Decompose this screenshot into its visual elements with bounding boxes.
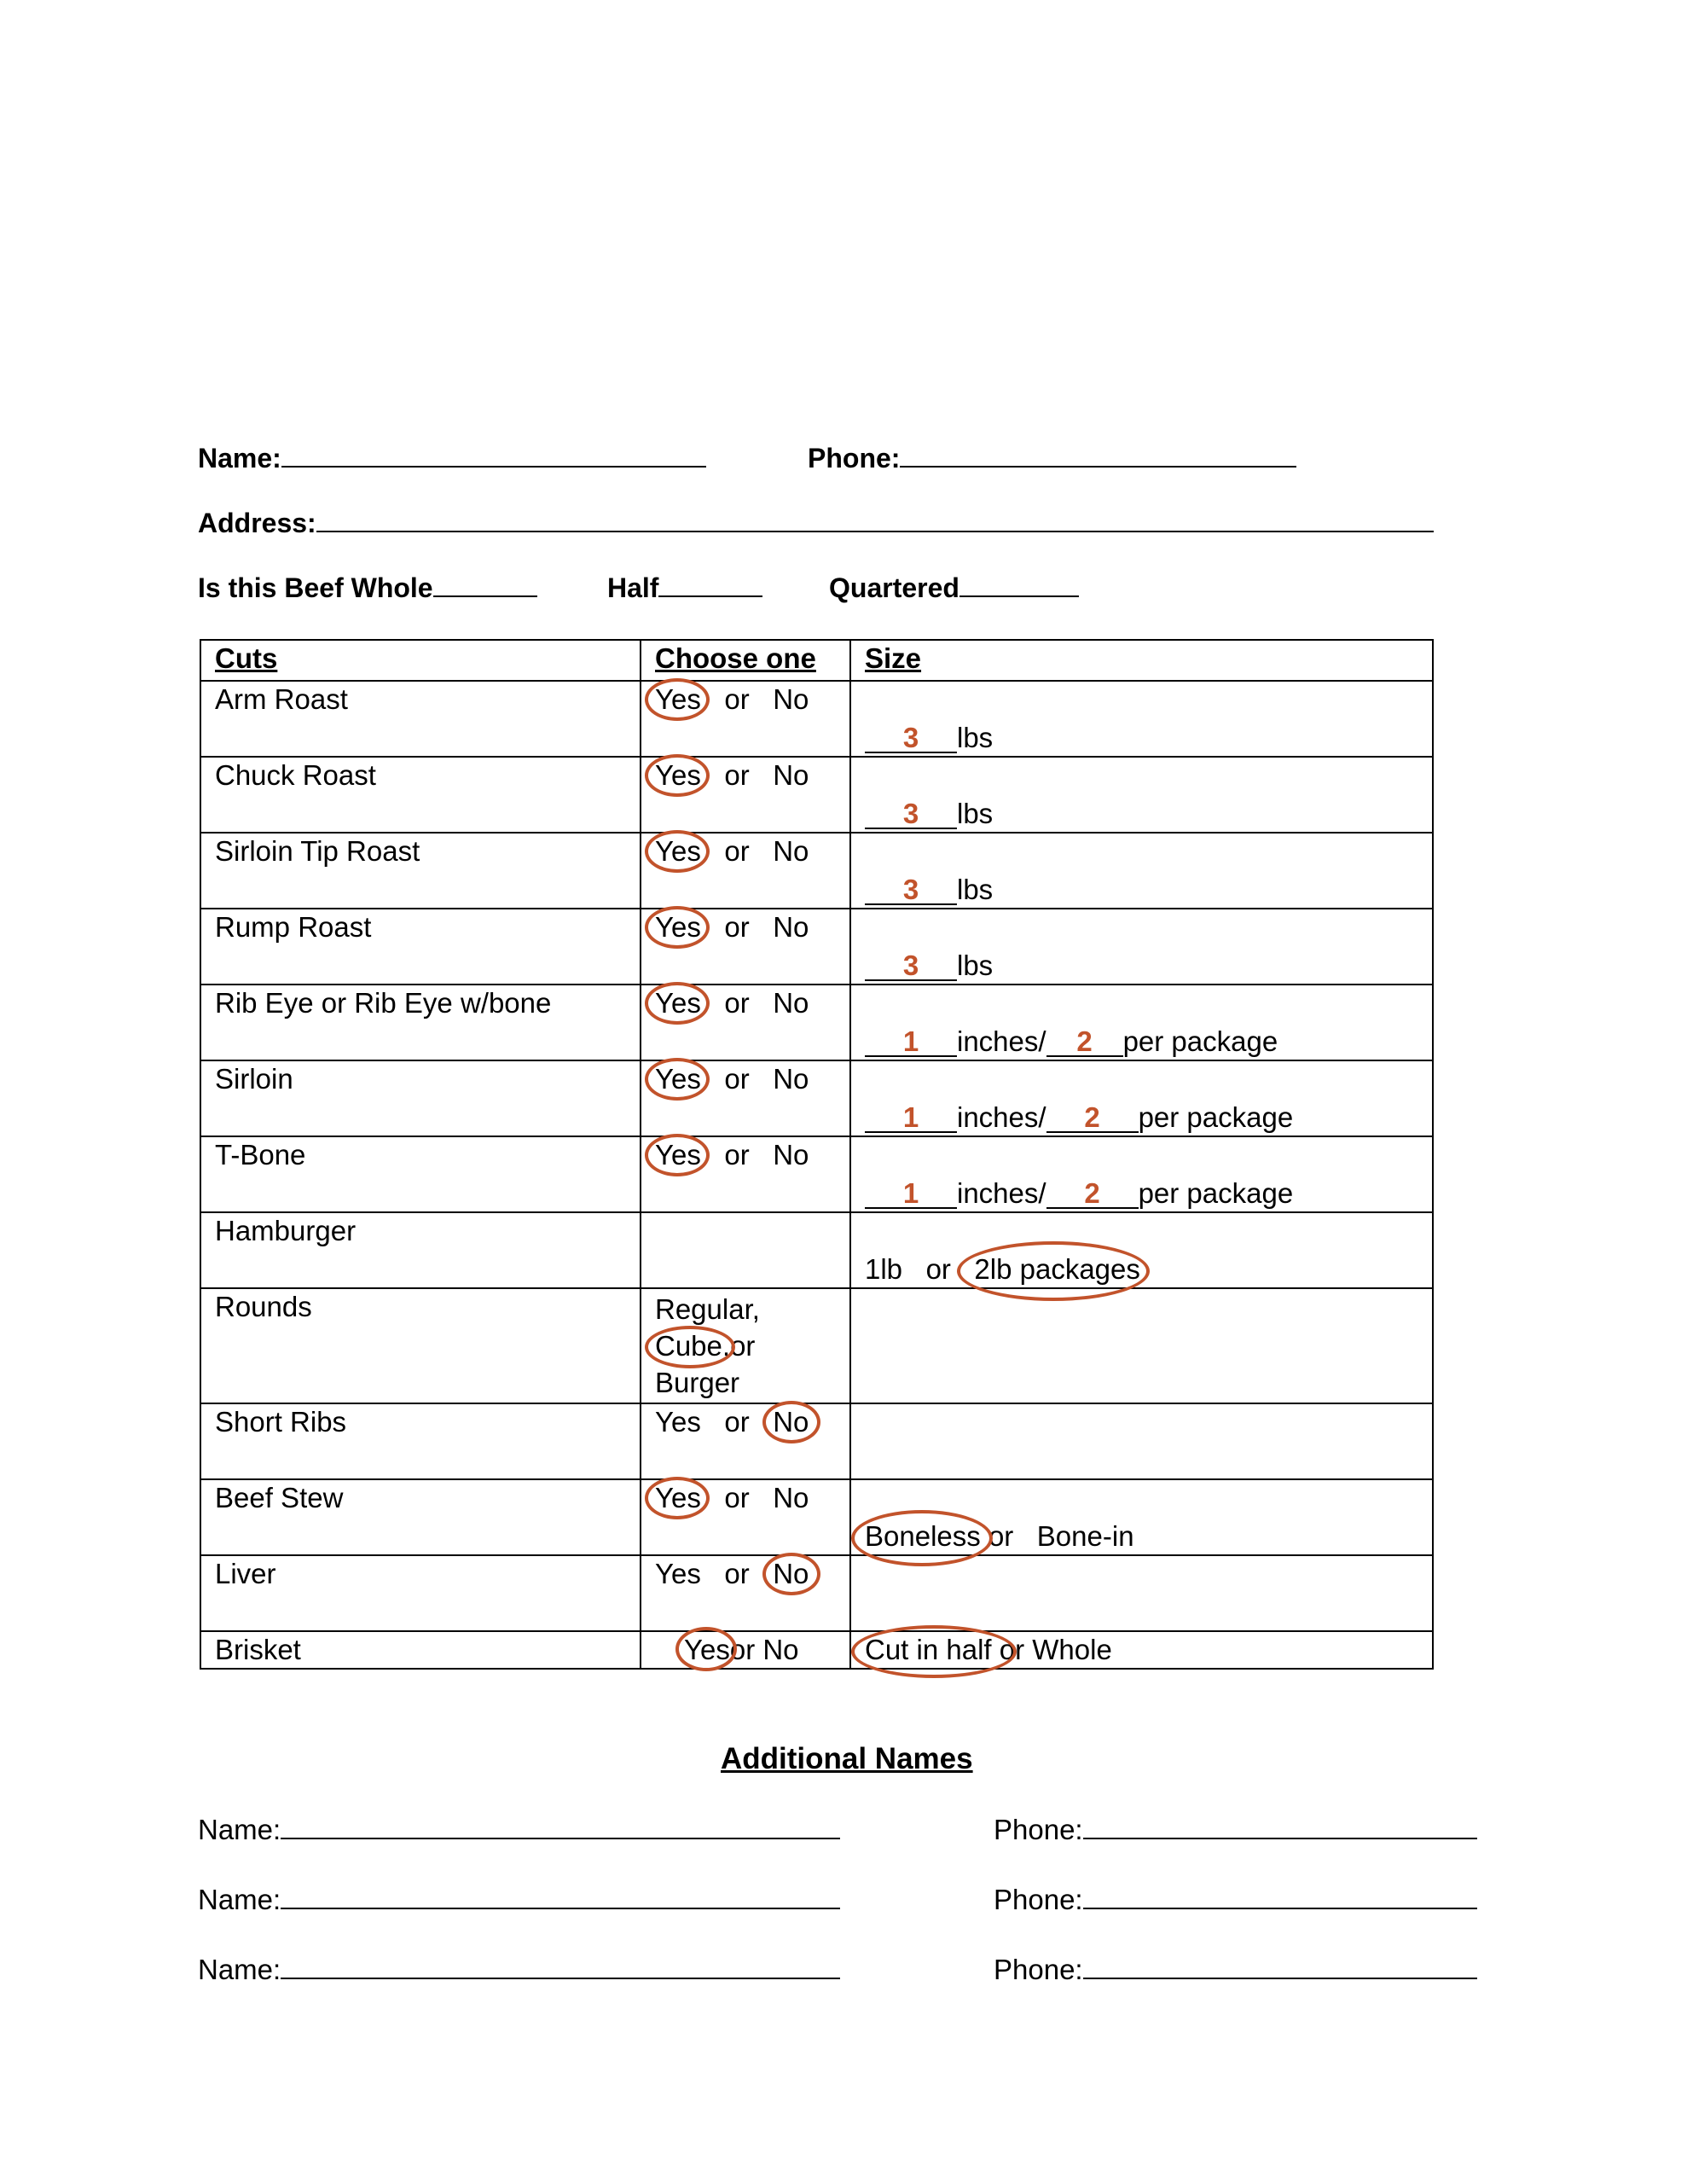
additional-names-title: Additional Names (721, 1742, 973, 1775)
selection-circle (645, 1477, 710, 1519)
table-row (200, 985, 1433, 1060)
address-field-row (198, 507, 1434, 539)
lbs-value: 3 (902, 950, 919, 981)
additional-name-row (198, 1884, 840, 1916)
yes-no-choice[interactable]: Yes or No (641, 909, 849, 945)
phone-input-line[interactable] (900, 442, 1296, 468)
cut-name: Beef Stew (215, 1482, 344, 1513)
col-size-header: Size (865, 642, 922, 674)
cut-name: Arm Roast (215, 683, 348, 715)
inches-value: 1 (902, 1101, 919, 1133)
additional-phone-row (994, 1954, 1477, 1986)
table-header-row (200, 640, 1433, 681)
yes-no-choice[interactable]: Yes or No (641, 758, 849, 793)
lbs-value: 3 (902, 722, 919, 753)
package-value: 2 (1084, 1177, 1100, 1209)
yes-no-choice[interactable]: Yes or No (641, 985, 849, 1021)
phone-label: Phone: (994, 1884, 1083, 1915)
additional-name-row (198, 1954, 840, 1986)
yes-no-choice[interactable]: Yes or No (641, 834, 849, 869)
size-inches: 1 inches/ 2 per package (865, 1177, 1293, 1210)
additional-name-row (198, 1814, 840, 1846)
selection-circle (851, 1625, 1017, 1678)
name-input-line[interactable] (281, 1814, 840, 1839)
cut-name: Short Ribs (215, 1406, 347, 1438)
selection-circle (762, 1553, 820, 1595)
table-row (200, 909, 1433, 985)
additional-phone-row (994, 1814, 1477, 1846)
table-row (200, 1288, 1433, 1403)
selection-circle (645, 678, 710, 721)
hamburger-size-choice[interactable]: 1lb or 2lb packages (865, 1253, 1140, 1286)
table-row (200, 1631, 1433, 1669)
cut-name: Rib Eye or Rib Eye w/bone (215, 987, 552, 1019)
yes-no-choice[interactable]: Yes or No (641, 1137, 849, 1173)
name-label: Name: (198, 1884, 281, 1915)
rounds-choice[interactable]: Regular, Cube, or Burger (641, 1289, 849, 1403)
empty-choice-cell (641, 1212, 850, 1288)
inches-value: 1 (902, 1177, 919, 1209)
cut-name: Sirloin (215, 1063, 293, 1095)
beef-type-row (198, 572, 537, 604)
name-label: Name: (198, 1954, 281, 1985)
size-lbs: 3 lbs (865, 798, 993, 830)
col-choose-header: Choose one (655, 642, 816, 674)
quartered-label: Quartered (829, 572, 959, 603)
name-label: Name: (198, 1814, 281, 1845)
phone-label: Phone: (808, 443, 901, 473)
selection-circle (645, 754, 710, 797)
name-field-row (198, 442, 706, 474)
name-input-line[interactable] (281, 1884, 840, 1909)
quartered-input-line[interactable] (959, 572, 1079, 597)
whole-input-line[interactable] (433, 572, 537, 597)
package-value: 2 (1076, 1025, 1093, 1057)
cut-name: Rounds (215, 1291, 312, 1322)
half-input-line[interactable] (658, 572, 762, 597)
table-row (200, 833, 1433, 909)
half-row (607, 572, 762, 604)
lbs-value: 3 (902, 798, 919, 829)
whole-label: Is this Beef Whole (198, 572, 433, 603)
table-row (200, 681, 1433, 757)
name-input-line[interactable] (281, 1954, 840, 1979)
table-row (200, 1212, 1433, 1288)
address-label: Address: (198, 508, 316, 538)
table-row (200, 1136, 1433, 1212)
name-label: Name: (198, 443, 281, 473)
col-cuts-header: Cuts (215, 642, 278, 674)
selection-circle (645, 982, 710, 1025)
yes-no-choice[interactable]: Yes or No (641, 1404, 849, 1440)
inches-value: 1 (902, 1025, 919, 1057)
table-row (200, 1403, 1433, 1479)
half-label: Half (607, 572, 659, 603)
table-row (200, 1555, 1433, 1631)
empty-size-cell (850, 1403, 1433, 1479)
size-lbs: 3 lbs (865, 722, 993, 754)
table-row (200, 1060, 1433, 1136)
selection-circle (645, 830, 710, 873)
lbs-value: 3 (902, 874, 919, 905)
table-row (200, 1479, 1433, 1555)
selection-circle (645, 1326, 735, 1368)
yes-no-choice[interactable]: Yes or No (641, 1556, 849, 1592)
yes-no-choice[interactable]: Yes or No (641, 682, 849, 717)
additional-phone-row (994, 1884, 1477, 1916)
table-row (200, 757, 1433, 833)
cut-name: Chuck Roast (215, 759, 376, 791)
yes-no-choice[interactable]: Yes or No (641, 1480, 849, 1516)
phone-input-line[interactable] (1083, 1954, 1477, 1979)
phone-input-line[interactable] (1083, 1884, 1477, 1909)
package-value: 2 (1084, 1101, 1100, 1133)
stew-size-choice[interactable]: Boneless or Bone-in (865, 1520, 1134, 1553)
brisket-size-choice[interactable]: Cut in half or Whole (851, 1632, 1432, 1668)
cut-name: Hamburger (215, 1215, 357, 1246)
size-lbs: 3 lbs (865, 950, 993, 982)
yes-no-choice[interactable]: Yes or No (641, 1632, 849, 1668)
size-inches: 1 inches/ 2 per package (865, 1025, 1278, 1058)
cuts-table (200, 639, 1434, 1670)
cut-name: Rump Roast (215, 911, 372, 943)
size-lbs: 3 lbs (865, 874, 993, 906)
phone-label: Phone: (994, 1814, 1083, 1845)
cut-name: T-Bone (215, 1139, 306, 1170)
selection-circle (675, 1627, 737, 1671)
selection-circle (645, 906, 710, 949)
name-input-line[interactable] (281, 442, 706, 468)
selection-circle (645, 1134, 710, 1176)
selection-circle (762, 1401, 820, 1443)
quartered-row (829, 572, 1079, 604)
size-inches: 1 inches/ 2 per package (865, 1101, 1293, 1134)
cut-name: Brisket (215, 1634, 301, 1665)
phone-field-row (808, 442, 1296, 474)
selection-circle (645, 1058, 710, 1101)
phone-input-line[interactable] (1083, 1814, 1477, 1839)
empty-size-cell (850, 1288, 1433, 1403)
phone-label: Phone: (994, 1954, 1083, 1985)
yes-no-choice[interactable]: Yes or No (641, 1061, 849, 1097)
address-input-line[interactable] (316, 507, 1434, 532)
cut-name: Sirloin Tip Roast (215, 835, 420, 867)
cut-name: Liver (215, 1558, 276, 1589)
empty-size-cell (850, 1555, 1433, 1631)
